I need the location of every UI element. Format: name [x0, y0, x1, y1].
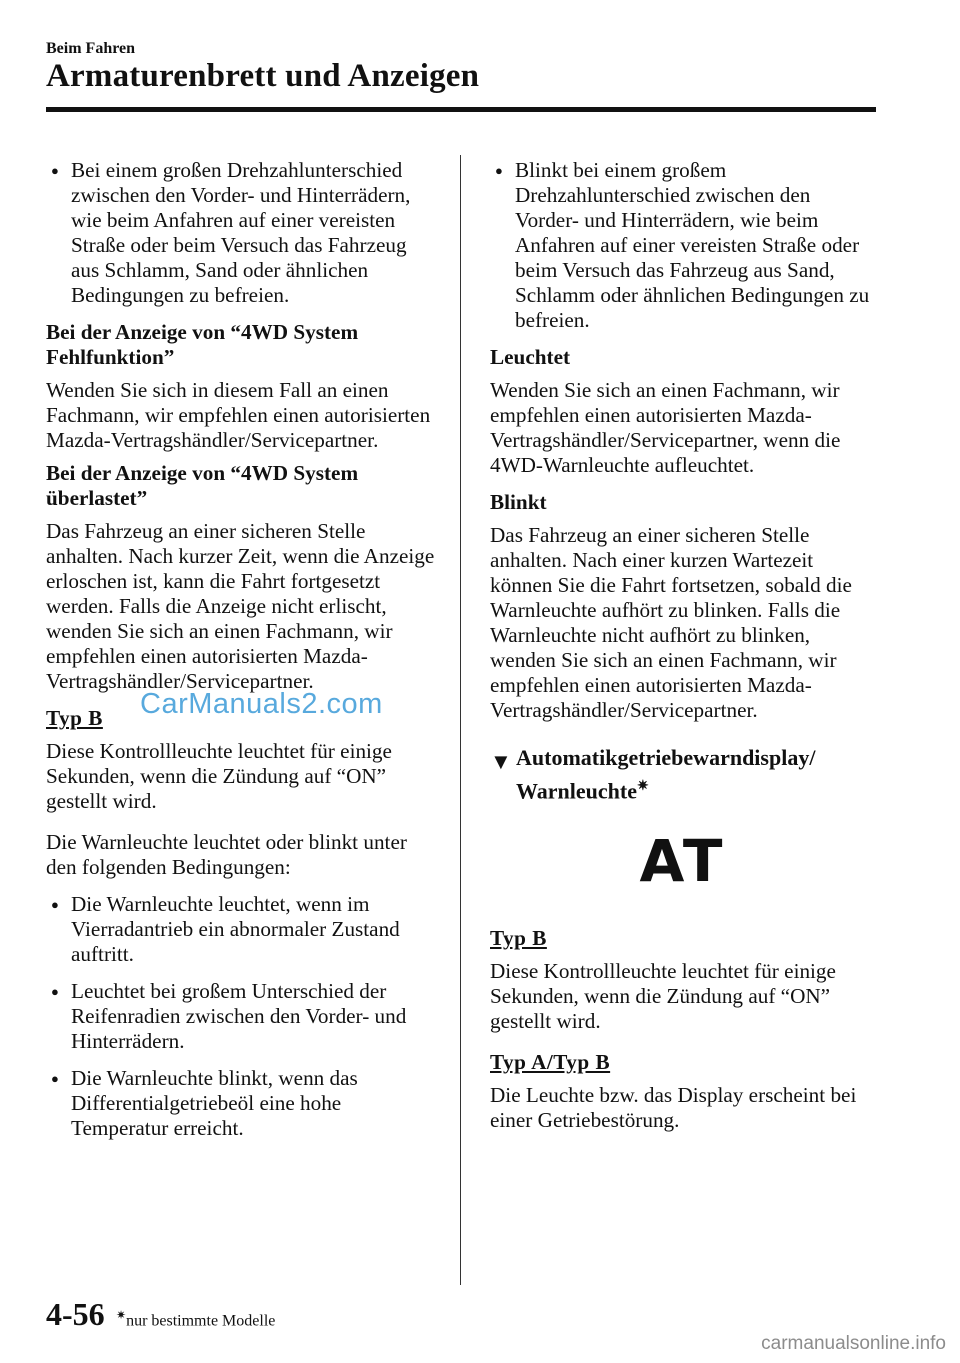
paragraph: Das Fahrzeug an einer sicheren Stelle anhalten. Nach einer kurzen Wartezeit können Sie die Fahrt fortsetzen, sobald die Warnleuchte aufhört zu blinken. Falls die Warnleuchte nicht aufhört zu blinken, wenden Sie sich an einen Fachmann, wir empfehlen einen autorisierten Mazda-Vertragshändler/Servicepartner.: [490, 523, 852, 722]
bullet-icon: ●: [51, 163, 59, 178]
watermark: CarManuals2.com: [140, 688, 383, 720]
left-column: [46, 158, 438, 1141]
paragraph: Die Warnleuchte leuchtet oder blinkt unter den folgenden Bedingungen:: [46, 830, 407, 879]
page-title: Armaturenbrett und Anzeigen: [46, 58, 480, 94]
bullet-icon: ●: [495, 163, 503, 178]
footnote: ✷nur bestimmte Modelle: [116, 1308, 276, 1330]
heading-blinkt: Blinkt: [490, 490, 547, 514]
list-item: ● Blinkt bei einem großem Drehzahlunterschied zwischen den Vorder- und Hinterrädern, wie beim Anfahren auf einer vereisten Straße oder beim Versuch das Fahrzeug aus Sand, Schlamm oder ähnlichen Bedingungen zu befreien.: [495, 158, 870, 332]
typ-label: Typ A/Typ B: [490, 1050, 611, 1075]
at-warning-symbol: AT: [639, 827, 726, 896]
heading-leuchtet: Leuchtet: [490, 345, 571, 369]
section-heading: ▼ Automatikgetriebewarndisplay/ Warnleuchte✷: [490, 745, 816, 804]
paragraph: Wenden Sie sich an einen Fachmann, wir empfehlen einen autorisierten Mazda-Vertragshändler/Servicepartner, wenn die 4WD-Warnleuchte aufleuchtet.: [490, 378, 841, 477]
list-item: ● Die Warnleuchte blinkt, wenn das Differentialgetriebeöl eine hohe Temperatur erreicht.: [51, 1066, 358, 1140]
list-item: ● Bei einem großen Drehzahlunterschied zwischen den Vorder- und Hinterrädern, wie beim Anfahren auf einer vereisten Straße oder beim Versuch das Fahrzeug aus Schlamm, Sand oder ähnlichen Bedingungen zu befreien.: [51, 158, 411, 307]
typ-label: Typ B: [490, 926, 547, 951]
page-number: 4-56: [46, 1296, 105, 1332]
paragraph: Wenden Sie sich in diesem Fall an einen Fachmann, wir empfehlen einen autorisierten Mazda-Vertragshändler/Servicepartner.: [46, 378, 431, 452]
bullet-icon: ●: [51, 897, 59, 912]
site-footer-link[interactable]: carmanualsonline.info: [761, 1333, 946, 1354]
typ-label: Typ B: [46, 706, 103, 730]
triangle-down-icon: ▼: [490, 749, 512, 774]
section-label: Beim Fahren: [46, 40, 136, 57]
list-item: ● Die Warnleuchte leuchtet, wenn im Vierradantrieb ein abnormaler Zustand auftritt.: [51, 892, 400, 966]
asterisk-icon: ✷: [637, 779, 649, 794]
list-item: ● Leuchtet bei großem Unterschied der Reifenradien zwischen den Vorder- und Hinterrädern.: [51, 979, 407, 1053]
asterisk-icon: ✷: [116, 1308, 127, 1322]
heading-ueberlastet: Bei der Anzeige von “4WD System überlastet”: [46, 461, 359, 510]
paragraph: Das Fahrzeug an einer sicheren Stelle anhalten. Nach kurzer Zeit, wenn die Anzeige erloschen ist, kann die Fahrt fortgesetzt werden. Falls die Anzeige nicht erlischt, wenden Sie sich an einen Fachmann, wir empfehlen einen autorisierten Mazda-Vertragshändler/Servicepartner.: [46, 519, 435, 693]
paragraph: Diese Kontrollleuchte leuchtet für einige Sekunden, wenn die Zündung auf “ON” gestellt wird.: [46, 739, 392, 813]
title-rule: [46, 107, 876, 112]
right-column: [490, 158, 875, 1133]
paragraph: Diese Kontrollleuchte leuchtet für einige Sekunden, wenn die Zündung auf “ON” gestellt wird.: [490, 959, 836, 1034]
column-divider: [460, 155, 461, 1285]
bullet-icon: ●: [51, 1071, 59, 1086]
heading-fehlfunktion: Bei der Anzeige von “4WD System Fehlfunktion”: [46, 320, 359, 369]
bullet-icon: ●: [51, 984, 59, 999]
paragraph: Die Leuchte bzw. das Display erscheint bei einer Getriebestörung.: [490, 1083, 857, 1133]
